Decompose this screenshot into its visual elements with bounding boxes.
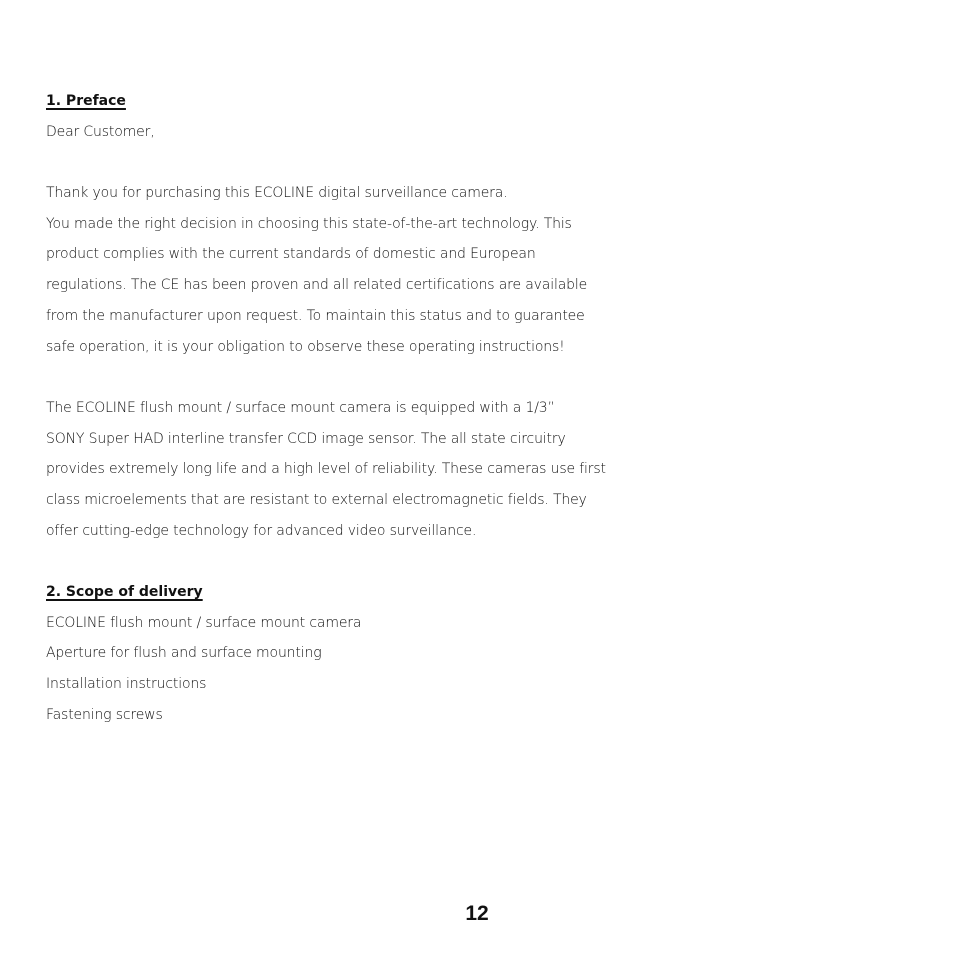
scope-item-1: ECOLINE flush mount / surface mount camera [46, 614, 362, 631]
preface-line-8: safe operation, it is your obligation to observe these operating instructions! [46, 338, 565, 355]
preface-line-11: SONY Super HAD interline transfer CCD image sensor. The all state circuitry [46, 430, 566, 447]
scope-item-2: Aperture for flush and surface mounting [46, 645, 322, 662]
preface-line-14: offer cutting-edge technology for advanced video surveillance. [46, 522, 477, 539]
preface-line-7: from the manufacturer upon request. To maintain this status and to guarantee [46, 307, 585, 324]
blank-line [46, 546, 916, 577]
scope-heading: 2. Scope of delivery [46, 584, 203, 600]
preface-line-4: You made the right decision in choosing this state-of-the-art technology. This [46, 215, 572, 232]
document-body [46, 86, 916, 730]
preface-line-10: The ECOLINE flush mount / surface mount camera is equipped with a 1/3” [46, 399, 555, 416]
blank-line [46, 147, 916, 178]
preface-line-13: class microelements that are resistant to external electromagnetic fields. They [46, 491, 587, 508]
preface-line-5: product complies with the current standards of domestic and European [46, 246, 536, 263]
preface-line-1: Dear Customer, [46, 123, 155, 140]
preface-line-12: provides extremely long life and a high level of reliability. These cameras use first [46, 461, 606, 478]
preface-line-3: Thank you for purchasing this ECOLINE digital surveillance camera. [46, 185, 508, 202]
page-number: 12 [465, 902, 489, 925]
preface-heading: 1. Preface [46, 93, 126, 109]
scope-item-3: Installation instructions [46, 676, 207, 693]
scope-item-4: Fastening screws [46, 706, 163, 723]
blank-line [46, 362, 916, 393]
preface-line-6: regulations. The CE has been proven and all related certifications are available [46, 277, 588, 294]
